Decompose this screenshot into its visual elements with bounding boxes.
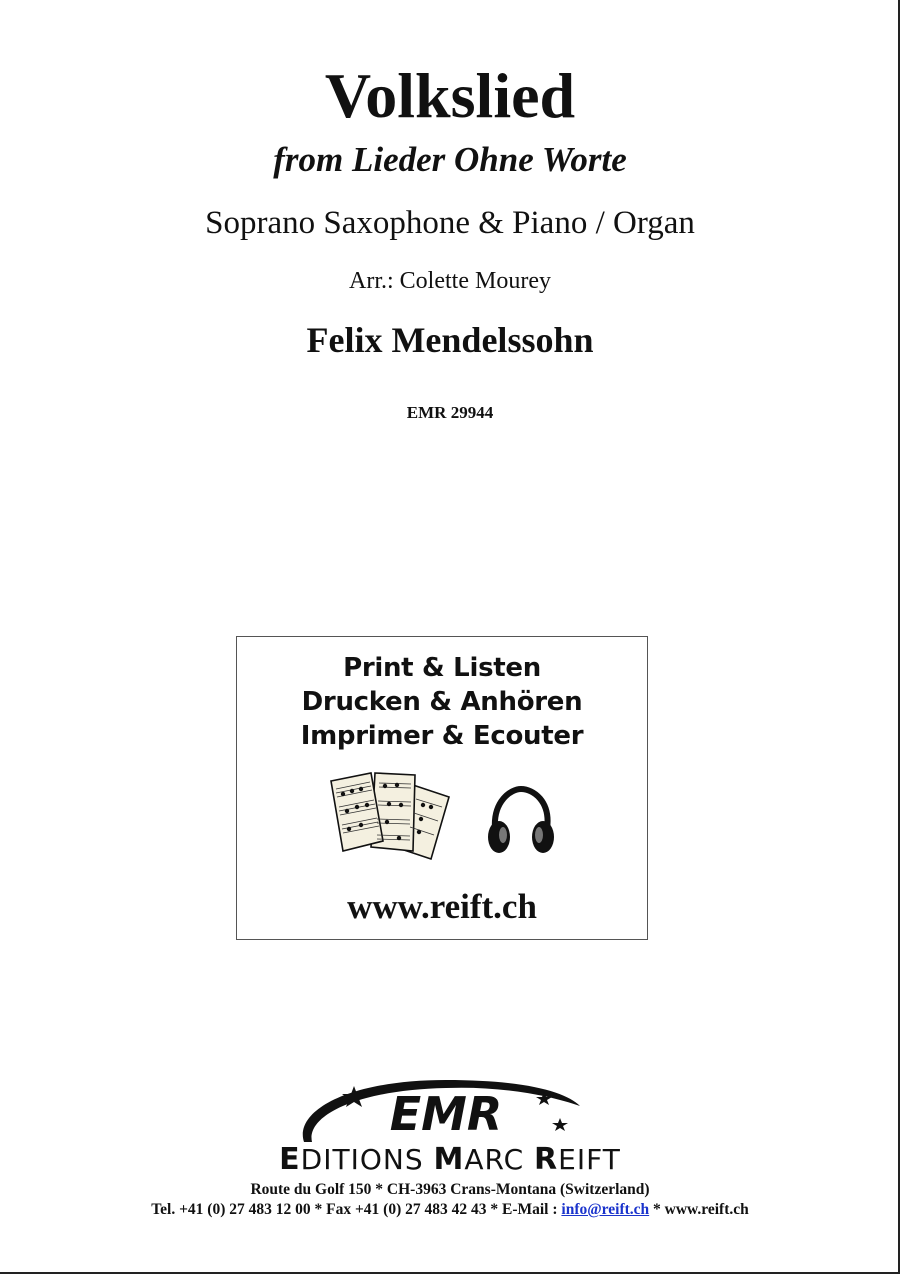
email-link[interactable]: info@reift.ch: [561, 1201, 650, 1218]
instrumentation: Soprano Saxophone & Piano / Organ: [205, 205, 695, 241]
promo-line-english: Print & Listen: [343, 653, 541, 683]
catalog-number: EMR 29944: [406, 403, 494, 422]
page-title: Volkslied: [324, 60, 576, 131]
sheet-music-icon: [327, 767, 455, 863]
publisher-name: EDITIONS MARC REIFT: [279, 1142, 621, 1177]
promo-url[interactable]: www.reift.ch: [347, 887, 537, 926]
headphones-icon: [485, 785, 557, 863]
svg-text:EMR: EMR: [389, 1087, 503, 1141]
arranger: Arr.: Colette Mourey: [349, 268, 551, 294]
composer: Felix Mendelssohn: [306, 320, 594, 360]
promo-line-german: Drucken & Anhören: [301, 687, 583, 717]
print-listen-box: [236, 636, 648, 940]
publisher-contact: Tel. +41 (0) 27 483 12 00 * Fax +41 (0) 27 483 42 43 * E-Mail : info@reift.ch * www.reift.ch: [151, 1201, 749, 1218]
publisher-address: Route du Golf 150 * CH-3963 Crans-Montana (Switzerland): [250, 1181, 650, 1198]
promo-line-french: Imprimer & Ecouter: [300, 721, 584, 751]
subtitle: from Lieder Ohne Worte: [273, 140, 627, 179]
